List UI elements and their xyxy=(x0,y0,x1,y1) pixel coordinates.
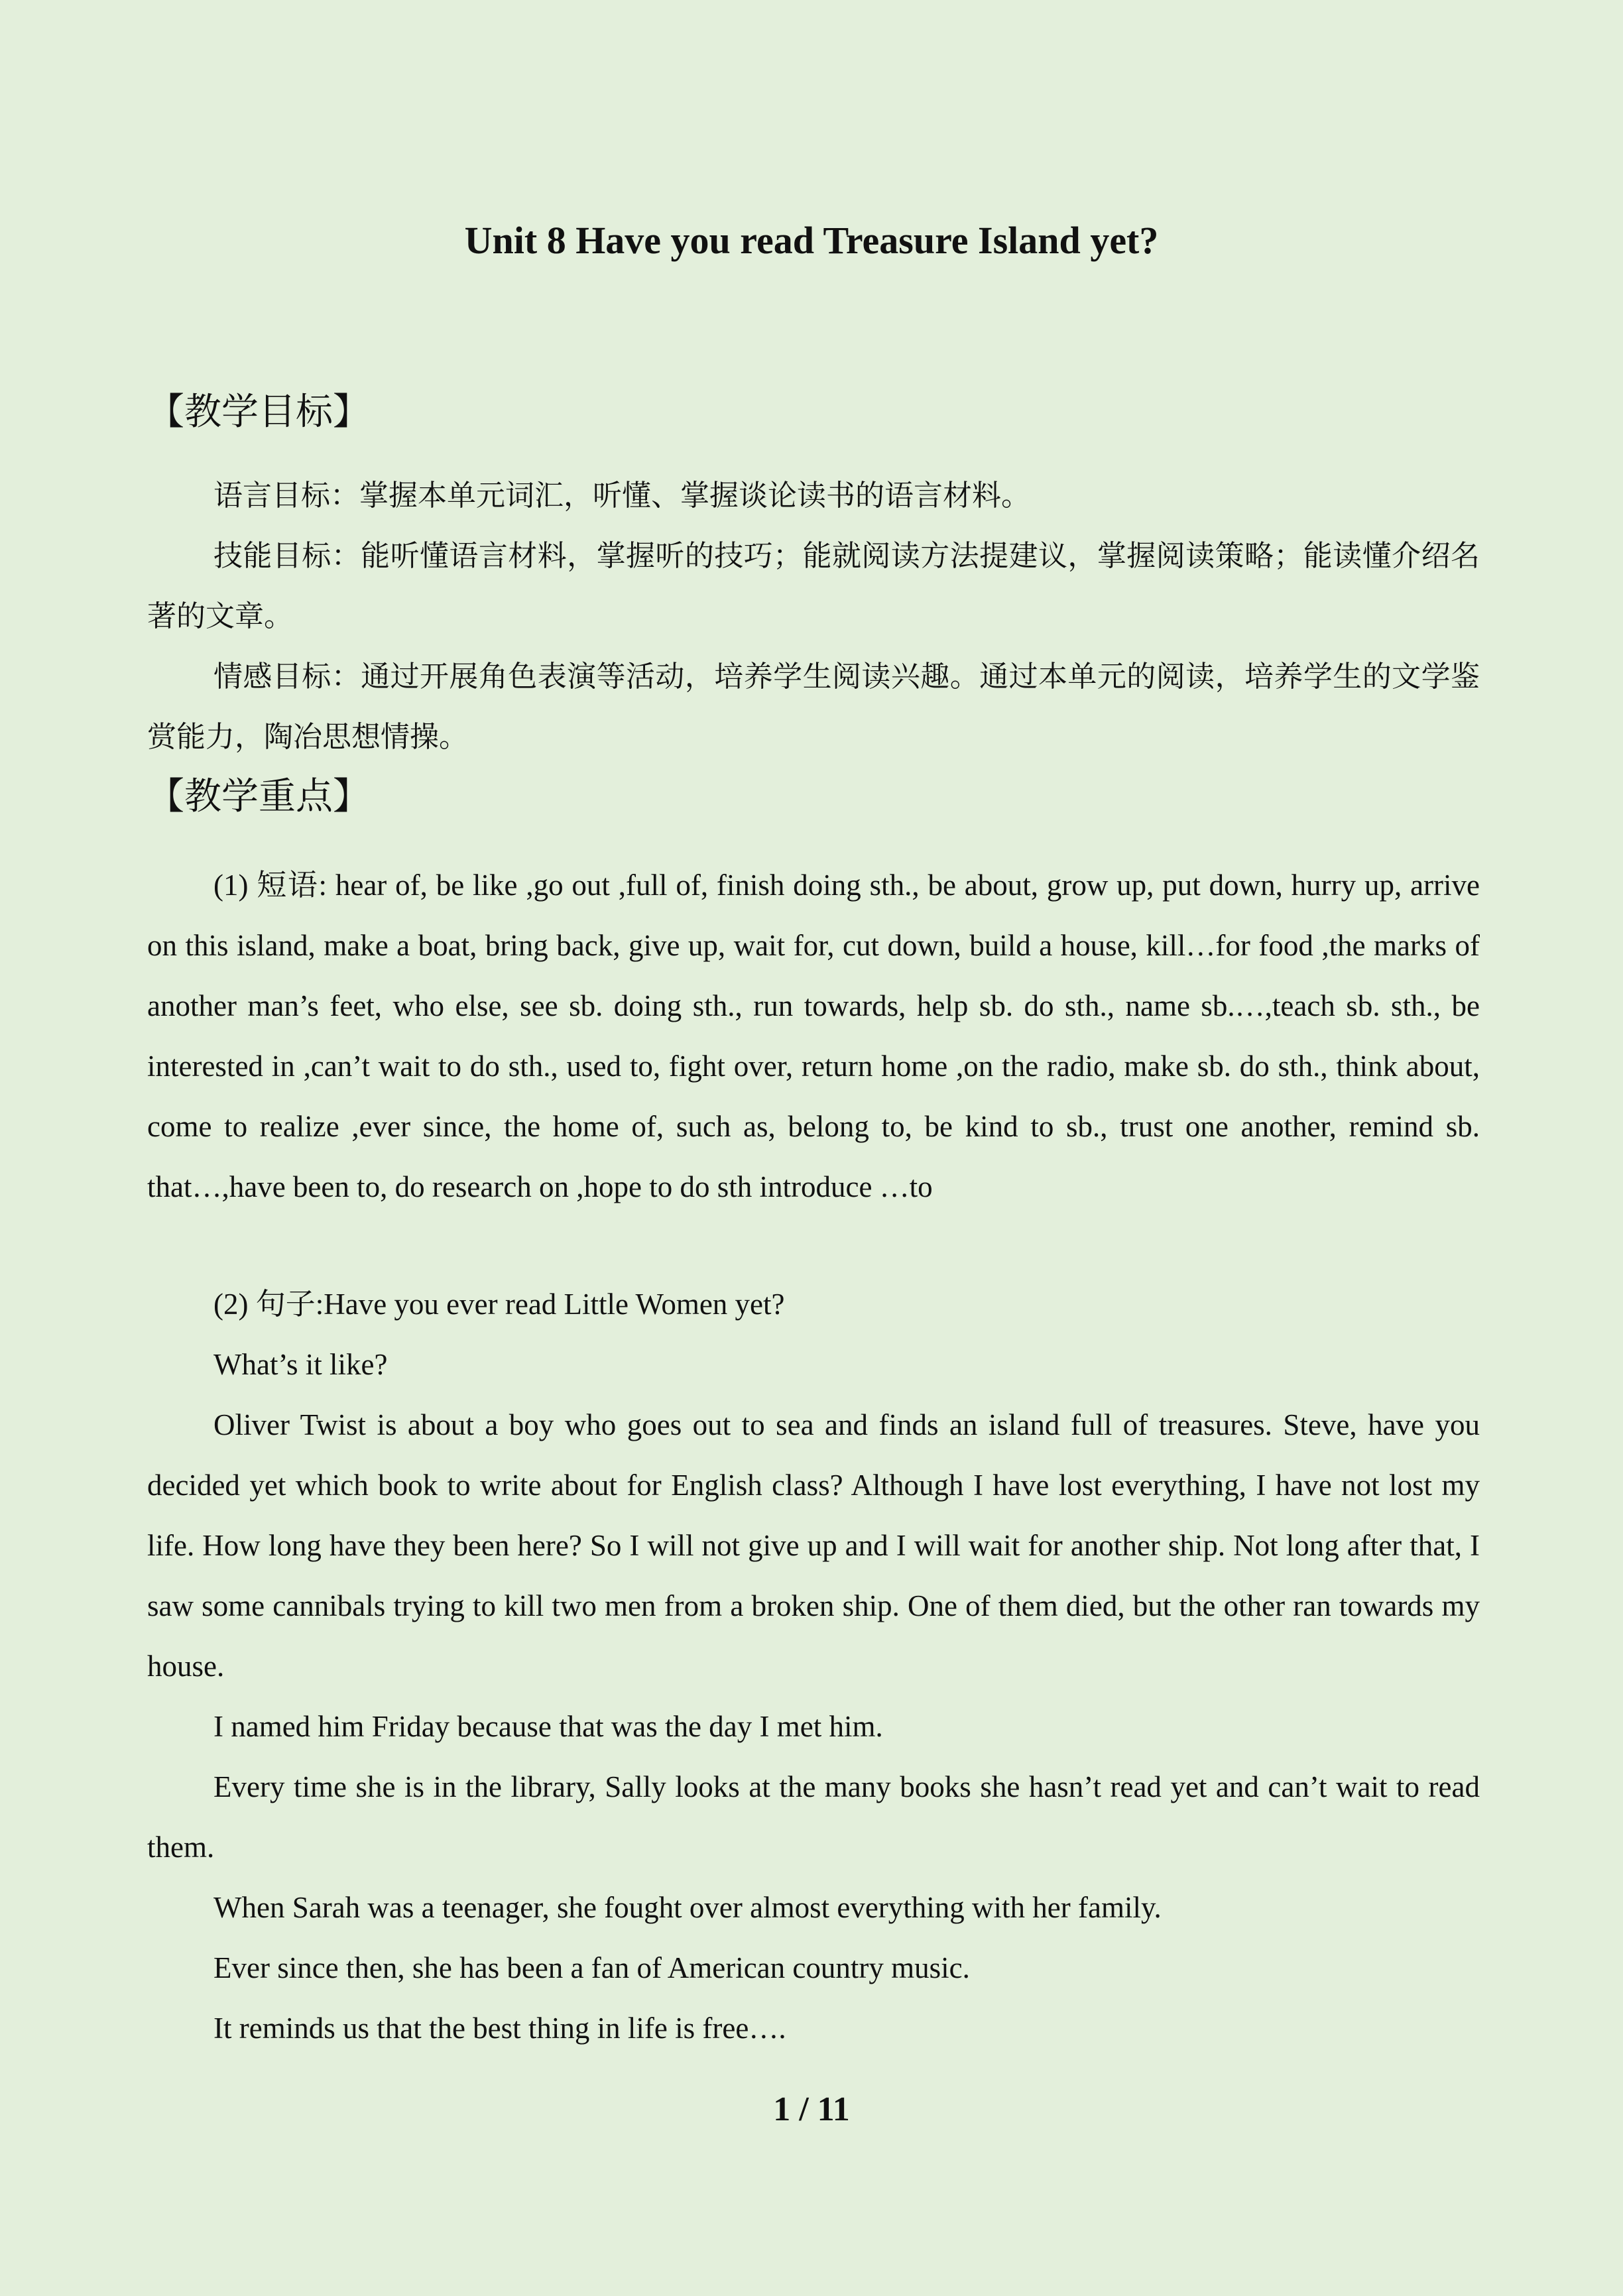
goal-emotion: 情感目标：通过开展角色表演等活动，培养学生阅读兴趣。通过本单元的阅读，培养学生的文学鉴赏能力，陶冶思想情操。 xyxy=(147,660,1480,754)
sentence-ever-since: Ever since then, she has been a fan of American country music. xyxy=(213,1951,970,1984)
sentence-friday: I named him Friday because that was the day I met him. xyxy=(213,1710,883,1743)
sentence-sarah: When Sarah was a teenager, she fought over almost everything with her family. xyxy=(213,1891,1162,1924)
page-number: 1 / 11 xyxy=(773,2090,850,2128)
phrases-label: (1) 短语: xyxy=(213,869,327,902)
section-heading-key-points: 【教学重点】 xyxy=(147,775,370,818)
sentences-label: (2) 句子: xyxy=(213,1288,324,1321)
goal-language: 语言目标：掌握本单元词汇，听懂、掌握谈论读书的语言材料。 xyxy=(213,479,1030,513)
phrases-text: hear of, be like ,go out ,full of, finish doing sth., be about, grow up, put down, hurry up, arrive on this island, make a boat, bring back, give up, wait for, cut down, build a house, kill…for food ,the marks of another man’s feet, who else, see sb. doing sth., run towards, help sb. do sth., name sb.…,teach sb. sth., be interested in ,can’t wait to do sth., used to, fight over, return home ,on the radio, make sb. do sth., think about, come to realize ,ever since, the home of, such as, belong to, be kind to sb., trust one another, remind sb. that…,have been to, do research on ,hope to do sth introduce …to xyxy=(147,869,1480,1203)
sentence-sally: Every time she is in the library, Sally looks at the many books she hasn’t read yet and can’t wait to read them. xyxy=(147,1770,1480,1864)
sentence-oliver-twist: Oliver Twist is about a boy who goes out to sea and finds an island full of treasures. Steve, have you decided yet which book to write about for English class? Although I have lost everything, I have not lost my life. How long have they been here? So I will not give up and I will wait for another ship. Not long after that, I saw some cannibals trying to kill two men from a broken ship. One of them died, but the other ran towards my house. xyxy=(147,1408,1480,1683)
goal-skill: 技能目标：能听懂语言材料，掌握听的技巧；能就阅读方法提建议，掌握阅读策略；能读懂介绍名著的文章。 xyxy=(147,539,1480,633)
phrases-paragraph xyxy=(147,855,1480,1217)
section-heading-objectives: 【教学目标】 xyxy=(147,391,370,434)
sentences-intro xyxy=(213,1274,785,1335)
sentence-little-women: Have you ever read Little Women yet? xyxy=(324,1288,785,1321)
page-title: Unit 8 Have you read Treasure Island yet? xyxy=(464,219,1159,262)
sentence-whats-it-like: What’s it like? xyxy=(213,1348,388,1381)
sentence-reminds: It reminds us that the best thing in life is free…. xyxy=(213,2012,786,2045)
